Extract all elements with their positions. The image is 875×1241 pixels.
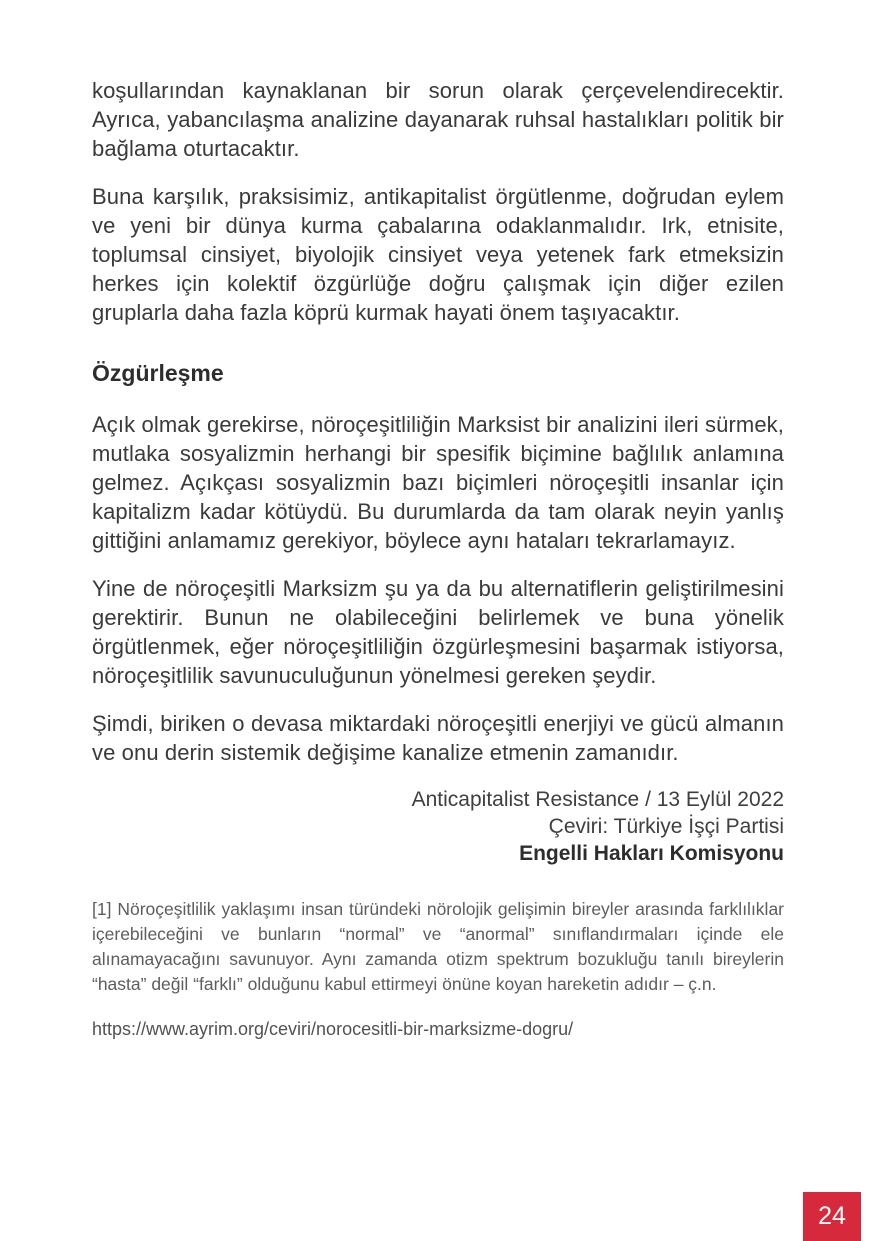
section-heading: Özgürleşme: [92, 360, 224, 386]
footnote-text: [1] Nöroçeşitlilik yaklaşımı insan türündeki nörolojik gelişimin bireyler arasında farklılıklar içerebileceğini ve bunların “normal” ve “anormal” sınıflandırmaları içinde ele alınamayacağını savunuyor. Aynı zamanda otizm spektrum bozukluğu tanılı bireylerin “hasta” değil “farklı” olduğunu kabul ettirmeyi önüne koyan hareketin adıdır – ç.n.: [92, 899, 784, 994]
body-paragraph: koşullarından kaynaklanan bir sorun olarak çerçevelendirecektir. Ayrıca, yabancılaşma analizine dayanarak ruhsal hastalıkları politik bir bağlama oturtacaktır.: [92, 78, 784, 161]
body-paragraph: Buna karşılık, praksisimiz, antikapitalist örgütlenme, doğrudan eylem ve yeni bir dünya kurma çabalarına odaklanmalıdır. Irk, etnisite, toplumsal cinsiyet, biyolojik cinsiyet veya yetenek fark etmeksizin herkes için kolektif özgürlüğe doğru çalışmak için diğer ezilen gruplarla daha fazla köprü kurmak hayati önem taşıyacaktır.: [92, 184, 784, 325]
document-body: [92, 76, 784, 1041]
attribution-translator: Çeviri: Türkiye İşçi Partisi: [548, 815, 784, 838]
body-paragraph: Yine de nöroçeşitli Marksizm şu ya da bu alternatiflerin geliştirilmesini gerektirir. Bunun ne olabileceğini belirlemek ve buna yönelik örgütlenmek, eğer nöroçeşitliliğin özgürleşmesini başarmak istiyorsa, nöroçeşitlilik savunuculuğunun yönelmesi gereken şeydir.: [92, 576, 784, 688]
page-number-badge: [803, 1192, 861, 1241]
source-url: https://www.ayrim.org/ceviri/norocesitli-bir-marksizme-dogru/: [92, 1019, 574, 1039]
attribution-block: [92, 786, 784, 867]
attribution-committee: Engelli Hakları Komisyonu: [519, 842, 784, 865]
body-paragraph: Açık olmak gerekirse, nöroçeşitliliğin Marksist bir analizini ileri sürmek, mutlaka sosyalizmin herhangi bir spesifik biçimine bağlılık anlamına gelmez. Açıkçası sosyalizmin bazı biçimleri nöroçeşitli insanlar için kapitalizm kadar kötüydü. Bu durumlarda da tam olarak neyin yanlış gittiğini anlamamız gerekiyor, böylece aynı hataları tekrarlamayız.: [92, 412, 784, 553]
page-number: 24: [818, 1202, 846, 1230]
body-paragraph: Şimdi, biriken o devasa miktardaki nöroçeşitli enerjiyi ve gücü almanın ve onu derin sistemik değişime kanalize etmenin zamanıdır.: [92, 711, 784, 765]
attribution-source-date: Anticapitalist Resistance / 13 Eylül 2022: [411, 788, 784, 811]
